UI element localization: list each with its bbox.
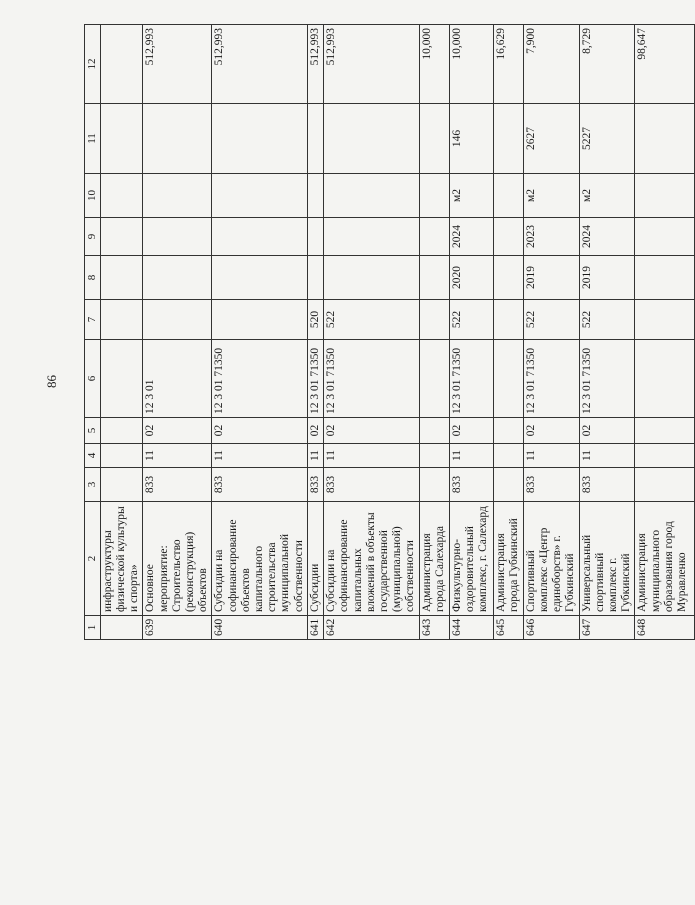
table-cell [307,218,323,256]
table-cell: 12 3 01 71350 [523,340,579,418]
table-cell [307,104,323,174]
table-cell: 2627 [523,104,579,174]
table-cell: 644 [449,616,493,640]
table-cell: 512,993 [143,25,212,104]
table-cell: 16,629 [493,25,523,104]
table-cell [493,300,523,340]
table-cell [324,256,420,300]
table-cell: 2019 [579,256,635,300]
column-header: 3 [85,468,101,502]
table-cell [493,218,523,256]
table-cell: 833 [324,468,420,502]
table-cell [493,174,523,218]
table-cell [635,174,695,218]
table-cell: 522 [523,300,579,340]
table-row [449,25,493,640]
table-cell [100,174,143,218]
table-cell [419,418,449,444]
column-header: 4 [85,444,101,468]
table-cell: м2 [449,174,493,218]
table-cell: 520 [307,300,323,340]
table-cell: 639 [143,616,212,640]
table-cell: 512,993 [324,25,420,104]
table-cell [493,256,523,300]
table-cell: Физкультурно-оздоровительный комплекс, г. Салехард [449,502,493,616]
table-cell [419,218,449,256]
table-row [493,25,523,640]
table-cell: 5227 [579,104,635,174]
table-cell: 11 [307,444,323,468]
table-cell: Универсальный спортивный комплекс г. Губкинский [579,502,635,616]
table-cell: 2020 [449,256,493,300]
table-cell [100,418,143,444]
table-cell: 645 [493,616,523,640]
table-cell: 02 [143,418,212,444]
column-header: 1 [85,616,101,640]
table-cell: 02 [449,418,493,444]
table-cell: м2 [523,174,579,218]
table-cell: 146 [449,104,493,174]
table-cell [493,104,523,174]
column-header: 5 [85,418,101,444]
table-cell [100,468,143,502]
table-cell: 642 [324,616,420,640]
table-cell [635,300,695,340]
budget-table-wrapper [84,25,689,640]
table-cell [635,444,695,468]
column-header: 2 [85,502,101,616]
table-cell: 8,729 [579,25,635,104]
table-cell [635,340,695,418]
table-cell: 512,993 [307,25,323,104]
table-cell: 12 3 01 71350 [579,340,635,418]
column-header: 10 [85,174,101,218]
table-cell [212,256,308,300]
table-cell: 833 [579,468,635,502]
table-cell: 12 3 01 71350 [324,340,420,418]
table-cell: 833 [307,468,323,502]
table-cell: 646 [523,616,579,640]
table-cell [419,468,449,502]
table-cell [324,174,420,218]
table-cell [212,104,308,174]
table-cell [143,300,212,340]
table-cell [419,104,449,174]
table-cell [307,256,323,300]
table-cell [100,300,143,340]
table-cell [212,300,308,340]
table-cell [493,340,523,418]
table-cell [143,256,212,300]
column-header: 6 [85,340,101,418]
table-cell: 648 [635,616,695,640]
table-row [523,25,579,640]
table-cell [635,104,695,174]
table-row [579,25,635,640]
table-cell: 833 [212,468,308,502]
table-cell: 11 [449,444,493,468]
table-cell: 11 [324,444,420,468]
table-cell: Субсидии [307,502,323,616]
table-cell [143,174,212,218]
table-cell [143,218,212,256]
table-cell: 7,900 [523,25,579,104]
table-cell: 11 [143,444,212,468]
table-cell [493,468,523,502]
table-cell [419,256,449,300]
table-body [100,25,695,640]
table-cell: 643 [419,616,449,640]
table-cell: м2 [579,174,635,218]
table-cell: инфраструктуры физической культуры и спорта» [100,502,143,616]
table-cell: 641 [307,616,323,640]
table-cell: 833 [143,468,212,502]
table-cell: Субсидии на софинансирование объектов капитального строительства муниципальной собственности [212,502,308,616]
table-cell [212,174,308,218]
table-cell: Субсидии на софинансирование капитальных вложений в объекты государственной (муниципальной) собственности [324,502,420,616]
table-cell [100,340,143,418]
table-cell [635,218,695,256]
table-cell [100,104,143,174]
table-cell: 2019 [523,256,579,300]
table-cell: 833 [449,468,493,502]
table-cell: 10,000 [419,25,449,104]
table-cell [100,25,143,104]
table-cell [635,468,695,502]
table-cell [635,418,695,444]
table-cell: 11 [212,444,308,468]
table-cell [635,256,695,300]
table-cell: 12 3 01 71350 [307,340,323,418]
table-cell: 2023 [523,218,579,256]
table-row [100,25,143,640]
table-cell [100,444,143,468]
table-cell [419,174,449,218]
table-cell [100,256,143,300]
table-cell: 647 [579,616,635,640]
table-row [212,25,308,640]
column-header: 12 [85,25,101,104]
table-cell: 11 [579,444,635,468]
table-cell: 522 [449,300,493,340]
table-cell: 02 [324,418,420,444]
table-cell: 833 [523,468,579,502]
table-cell: 02 [523,418,579,444]
table-cell [324,104,420,174]
table-cell: 512,993 [212,25,308,104]
table-cell: 10,000 [449,25,493,104]
table-cell [100,218,143,256]
table-row [324,25,420,640]
table-row [635,25,695,640]
table-cell: 12 3 01 71350 [212,340,308,418]
table-cell: 02 [307,418,323,444]
table-cell: 12 3 01 [143,340,212,418]
table-cell: 522 [324,300,420,340]
table-cell: Администрация муниципального образования город Муравленко [635,502,695,616]
table-cell [307,174,323,218]
table-cell: 640 [212,616,308,640]
table-cell: 11 [523,444,579,468]
table-cell: Спортивный комплекс «Центр единоборств» г. Губкинский [523,502,579,616]
table-cell [324,218,420,256]
table-row [307,25,323,640]
table-cell: Основное мероприятие: Строительство (реконструкция) объектов [143,502,212,616]
table-cell: Администрация города Салехарда [419,502,449,616]
table-cell: 2024 [449,218,493,256]
table-cell: Администрация города Губкинский [493,502,523,616]
column-header: 11 [85,104,101,174]
table-cell: 98,647 [635,25,695,104]
table-cell [212,218,308,256]
table-cell: 522 [579,300,635,340]
budget-table [84,24,695,640]
table-cell [419,444,449,468]
table-cell [100,616,143,640]
table-row [419,25,449,640]
table-row [143,25,212,640]
table-cell: 02 [579,418,635,444]
table-cell [143,104,212,174]
table-cell [419,340,449,418]
table-cell: 02 [212,418,308,444]
table-cell [493,444,523,468]
table-cell: 12 3 01 71350 [449,340,493,418]
table-cell: 2024 [579,218,635,256]
column-header: 9 [85,218,101,256]
table-cell [493,418,523,444]
table-cell [419,300,449,340]
table-header-row [85,25,101,640]
column-header: 8 [85,256,101,300]
page-number: 86 [44,375,59,388]
column-header: 7 [85,300,101,340]
